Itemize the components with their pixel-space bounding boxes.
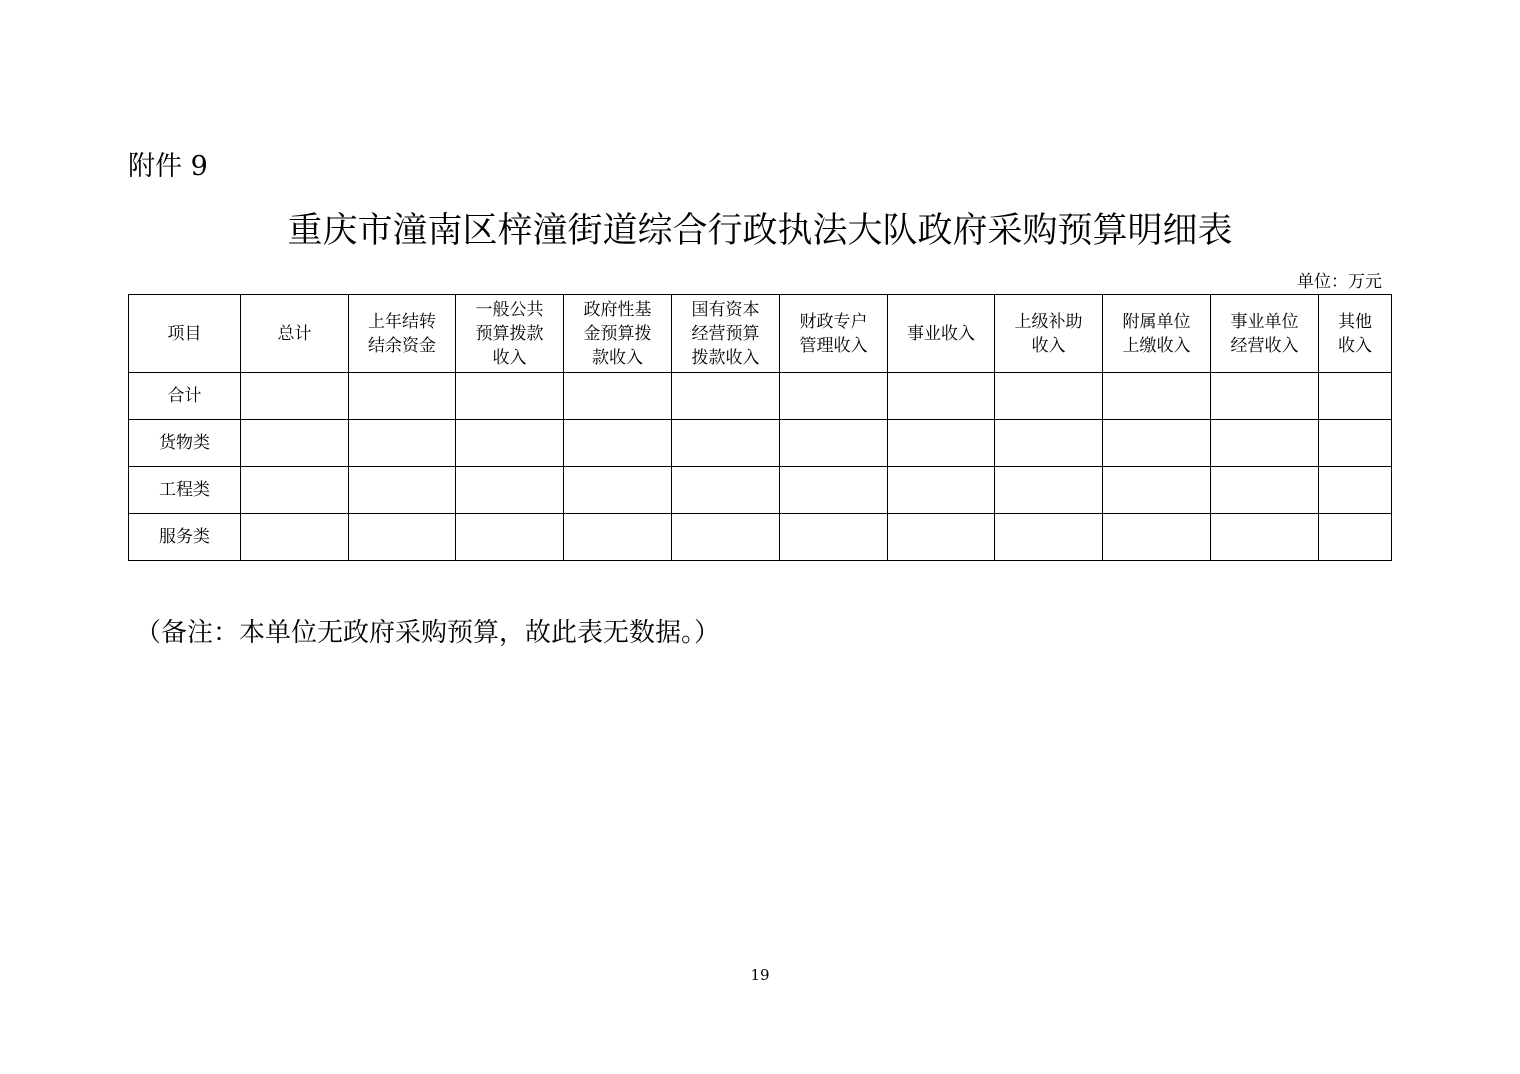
header-superior-subsidy: 上级补助 收入 xyxy=(995,295,1103,373)
table-cell xyxy=(456,373,564,420)
header-carryover-funds: 上年结转 结余资金 xyxy=(349,295,456,373)
procurement-budget-table xyxy=(128,294,1392,561)
table-cell xyxy=(241,420,349,467)
table-cell xyxy=(564,373,672,420)
table-cell xyxy=(995,420,1103,467)
remark-note: （备注：本单位无政府采购预算，故此表无数据。） xyxy=(135,618,721,648)
table-cell xyxy=(888,467,995,514)
unit-label: 单位：万元 xyxy=(1297,272,1382,292)
table-header-row xyxy=(129,295,1392,373)
table-cell xyxy=(1103,514,1211,561)
table-cell xyxy=(456,514,564,561)
table-cell xyxy=(672,514,780,561)
table-cell xyxy=(349,420,456,467)
table-cell xyxy=(564,420,672,467)
table-cell xyxy=(241,467,349,514)
row-label: 合计 xyxy=(129,373,241,420)
table-cell xyxy=(241,514,349,561)
table-row xyxy=(129,373,1392,420)
header-government-fund-budget: 政府性基 金预算拨 款收入 xyxy=(564,295,672,373)
table-cell xyxy=(995,373,1103,420)
table-cell xyxy=(1103,467,1211,514)
table-cell xyxy=(780,373,888,420)
header-state-capital-budget: 国有资本 经营预算 拨款收入 xyxy=(672,295,780,373)
header-fiscal-special-account: 财政专户 管理收入 xyxy=(780,295,888,373)
table-cell xyxy=(780,467,888,514)
table-cell xyxy=(780,514,888,561)
table-cell xyxy=(672,467,780,514)
table-cell xyxy=(995,467,1103,514)
header-operating-income: 事业单位 经营收入 xyxy=(1211,295,1319,373)
header-total: 总计 xyxy=(241,295,349,373)
table-cell xyxy=(1103,373,1211,420)
table-cell xyxy=(1319,373,1392,420)
table-row xyxy=(129,514,1392,561)
table-cell xyxy=(1319,420,1392,467)
table-cell xyxy=(564,514,672,561)
page-title: 重庆市潼南区梓潼街道综合行政执法大队政府采购预算明细表 xyxy=(287,211,1233,251)
table-row xyxy=(129,420,1392,467)
table-cell xyxy=(1319,514,1392,561)
table-cell xyxy=(456,467,564,514)
table-cell xyxy=(1211,514,1319,561)
table-cell xyxy=(241,373,349,420)
table-cell xyxy=(780,420,888,467)
table-cell xyxy=(456,420,564,467)
header-general-public-budget: 一般公共 预算拨款 收入 xyxy=(456,295,564,373)
table-row xyxy=(129,467,1392,514)
header-item: 项目 xyxy=(129,295,241,373)
row-label: 服务类 xyxy=(129,514,241,561)
table-cell xyxy=(349,373,456,420)
row-label: 工程类 xyxy=(129,467,241,514)
row-label: 货物类 xyxy=(129,420,241,467)
attachment-label: 附件 9 xyxy=(128,151,208,182)
table-cell xyxy=(672,373,780,420)
table-cell xyxy=(995,514,1103,561)
table-cell xyxy=(349,467,456,514)
table-cell xyxy=(888,514,995,561)
table-cell xyxy=(1211,467,1319,514)
header-business-income: 事业收入 xyxy=(888,295,995,373)
page-number: 19 xyxy=(750,966,770,984)
table-cell xyxy=(564,467,672,514)
table-cell xyxy=(1103,420,1211,467)
table-cell xyxy=(1211,420,1319,467)
header-other-income: 其他 收入 xyxy=(1319,295,1392,373)
table-cell xyxy=(1319,467,1392,514)
table-cell xyxy=(888,373,995,420)
table-cell xyxy=(672,420,780,467)
header-affiliated-unit-payment: 附属单位 上缴收入 xyxy=(1103,295,1211,373)
table-cell xyxy=(888,420,995,467)
table-cell xyxy=(349,514,456,561)
table-cell xyxy=(1211,373,1319,420)
